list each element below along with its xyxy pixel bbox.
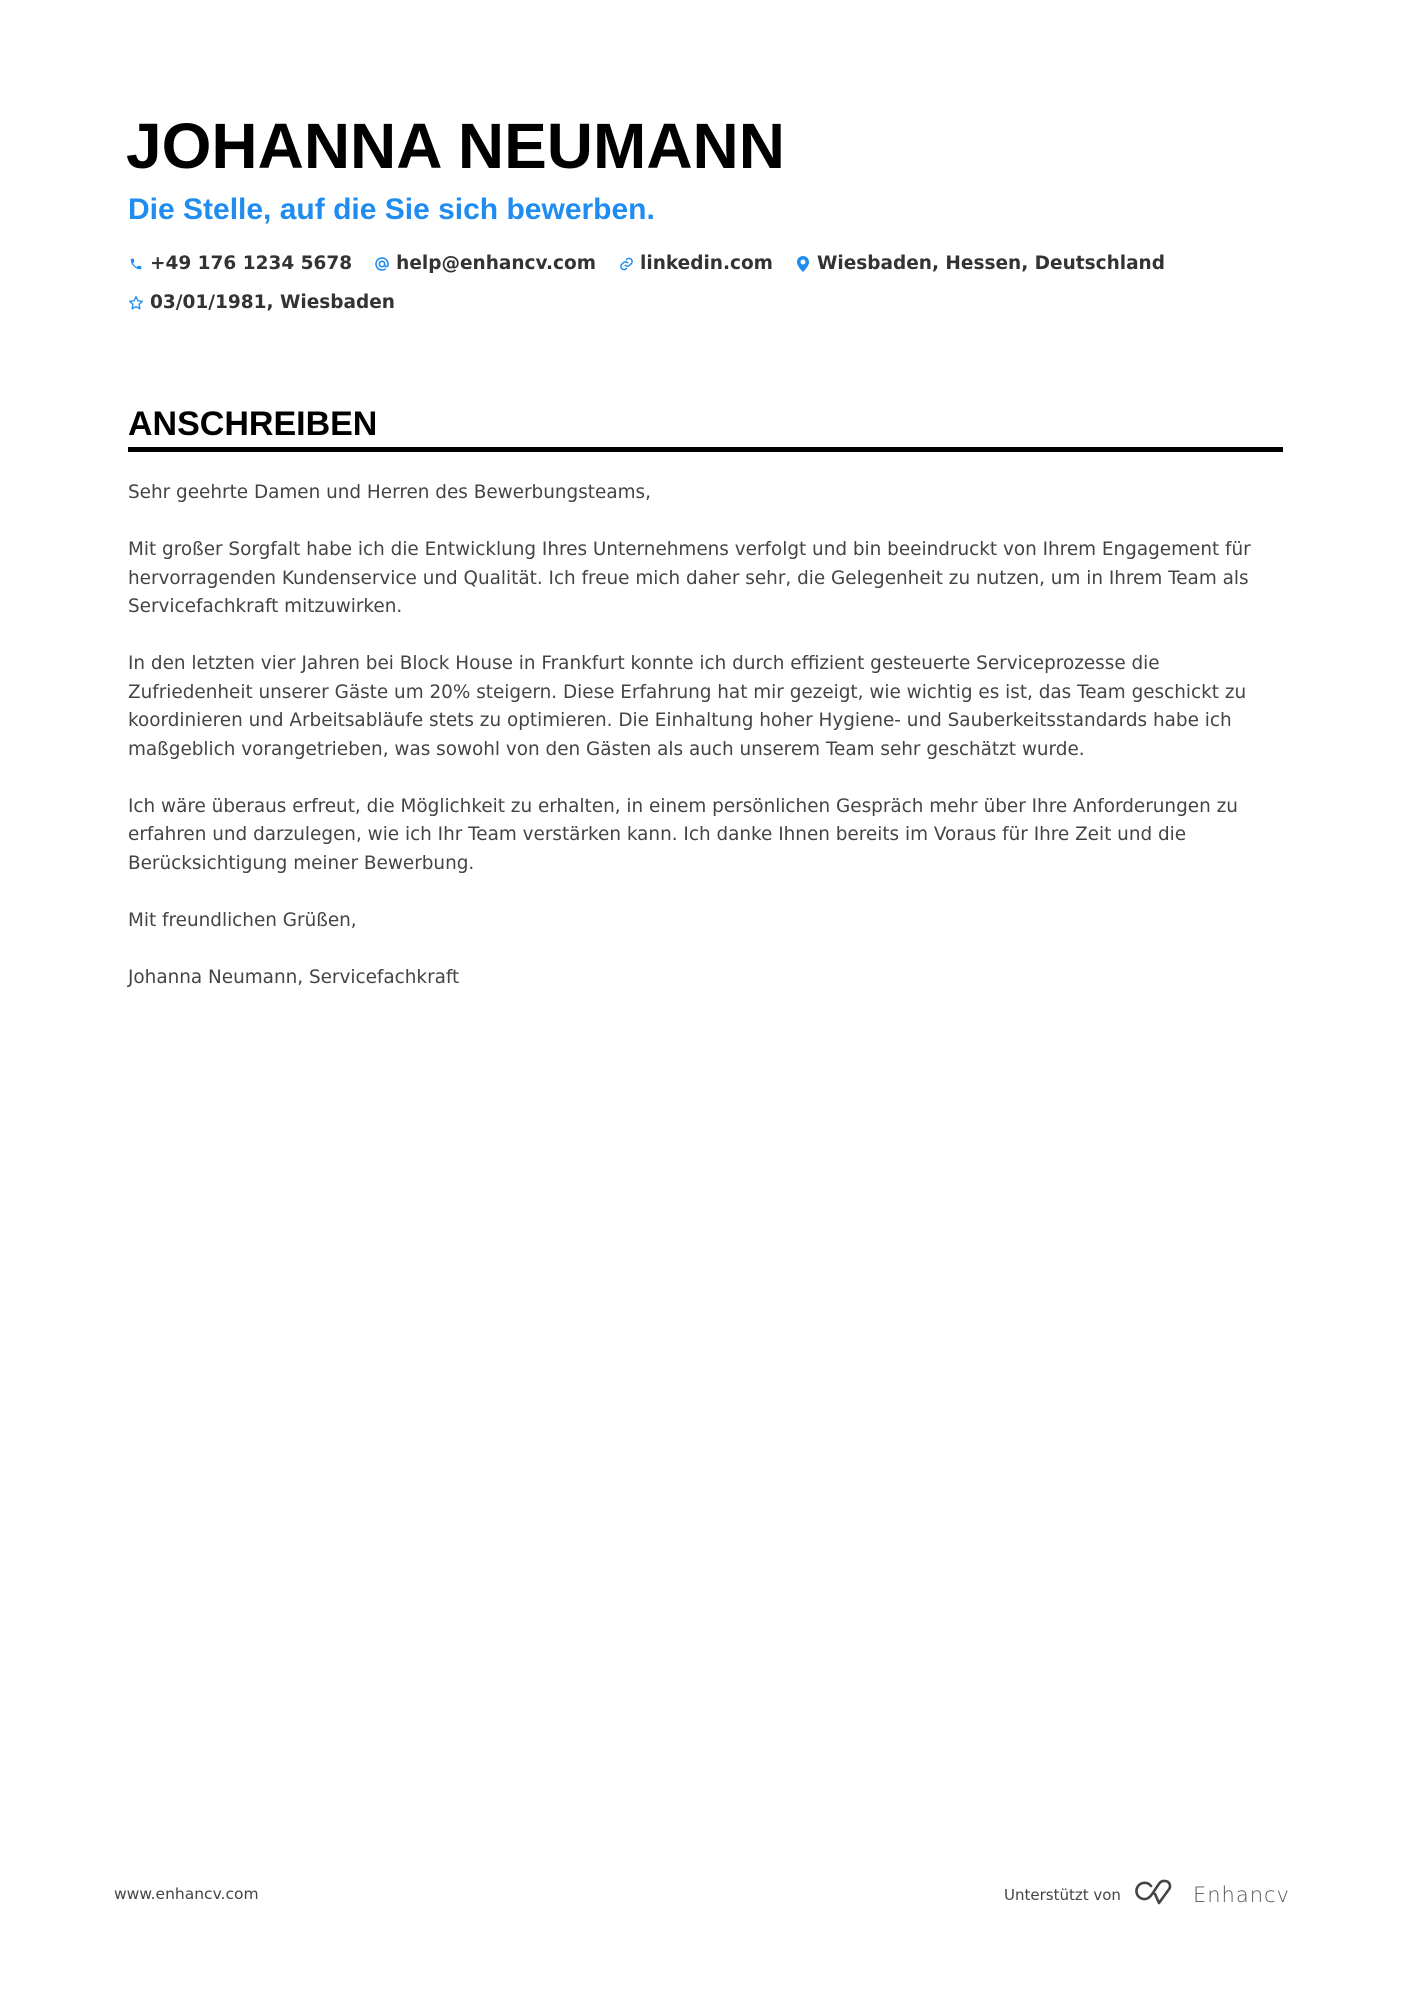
applicant-name: JOHANNA NEUMANN [126,110,785,182]
letter-body [128,479,1288,1021]
brand-name: Enhancv [1192,1883,1290,1907]
phone-icon [128,255,144,273]
contact-phone[interactable] [128,253,352,274]
footer-branding[interactable] [1004,1879,1290,1911]
email-text: help@enhancv.com [396,253,597,274]
section-title: ANSCHREIBEN [128,405,378,443]
contact-row [128,253,1187,274]
contact-birth [128,292,395,313]
section-divider [128,447,1283,452]
location-text: Wiesbaden, Hessen, Deutschland [816,253,1165,274]
link-icon [618,255,634,273]
contact-email[interactable] [374,253,596,274]
powered-by-label: Unterstützt von [1004,1886,1121,1904]
location-pin-icon [795,255,811,273]
phone-text: +49 176 1234 5678 [150,253,353,274]
letter-closing: Mit freundlichen Grüßen, [128,909,357,931]
star-icon [128,294,144,312]
letter-paragraph: Ich wäre überaus erfreut, die Möglichkeit zu erhalten, in einem persönlichen Gespräch mehr über Ihre Anforderungen zu erfahren und darzulegen, wie ich Ihr Team verstärken kann. Ich danke Ihnen bereits im Voraus für Ihre Zeit und die Berücksichtigung meiner Bewerbung. [128,795,1238,874]
letter-signature: Johanna Neumann, Servicefachkraft [128,966,460,988]
job-title: Die Stelle, auf die Sie sich bewerben. [128,193,655,226]
letter-greeting: Sehr geehrte Damen und Herren des Bewerbungsteams, [128,482,651,503]
letter-paragraph: In den letzten vier Jahren bei Block House in Frankfurt konnte ich durch effizient gesteuerte Serviceprozesse die Zufriedenheit unserer Gäste um 20% steigern. Diese Erfahrung hat mir gezeigt, wie wichtig es ist, das Team geschickt zu koordinieren und Arbeitsabläufe stets zu optimieren. Die Einhaltung hoher Hygiene- und Sauberkeitsstandards habe ich maßgeblich vorangetrieben, was sowohl von den Gästen als auch unserem Team sehr geschätzt wurde. [128,653,1247,760]
letter-paragraph: Mit großer Sorgfalt habe ich die Entwicklung Ihres Unternehmens verfolgt und bin beeindruckt von Ihrem Engagement für hervorragenden Kundenservice und Qualität. Ich freue mich daher sehr, die Gelegenheit zu nutzen, um in Ihrem Team als Servicefachkraft mitzuwirken. [128,539,1251,617]
contact-linkedin[interactable] [618,253,773,274]
enhancv-logo-icon [1133,1879,1193,1911]
footer-website-link[interactable]: www.enhancv.com [114,1885,259,1903]
contact-location [795,253,1165,274]
birth-text: 03/01/1981, Wiesbaden [150,292,395,313]
linkedin-text: linkedin.com [640,253,773,274]
at-icon [374,255,390,273]
contact-row-secondary [128,292,417,313]
